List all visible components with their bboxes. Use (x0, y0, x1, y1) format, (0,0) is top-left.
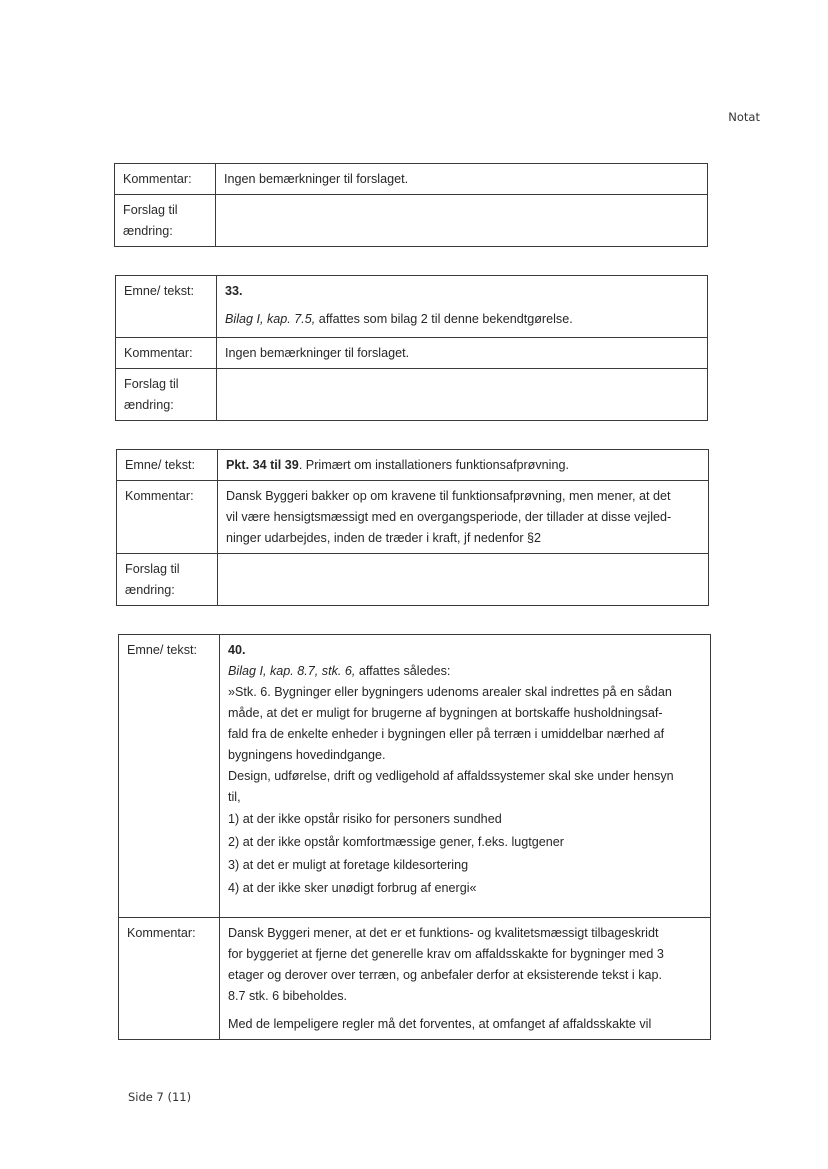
comment-line: etager og derover over terræn, og anbefaler derfor at eksisterende tekst i kap. (228, 968, 663, 982)
page-number: Side 7 (11) (128, 1090, 192, 1104)
comment-line: ninger udarbejdes, inden de træder i kraft, jf nedenfor §2 (226, 531, 542, 545)
topic-rest: . Primært om installationers funktionsafprøvning. (298, 458, 569, 472)
list-item: 4) at der ikke sker unødigt forbrug af energi« (228, 881, 477, 895)
comment-text: Ingen bemærkninger til forslaget. (217, 338, 708, 369)
topic-table-34-39 (116, 449, 709, 606)
comment-label: Kommentar: (117, 481, 218, 554)
proposal-row (116, 369, 708, 421)
proposal-label-line-2: ændring: (123, 224, 173, 238)
comment-label: Kommentar: (119, 918, 220, 1040)
proposal-text (216, 195, 708, 247)
comment-line: 8.7 stk. 6 bibeholdes. (228, 989, 348, 1003)
body-line: til, (228, 790, 241, 804)
comment-line: Dansk Byggeri bakker op om kravene til funktionsafprøvning, men mener, at det (226, 489, 671, 503)
proposal-label-line-2: ændring: (125, 583, 175, 597)
body-line: Design, udførelse, drift og vedligehold af affaldssystemer skal ske under hensyn (228, 769, 674, 783)
topic-rest: affattes således: (355, 664, 451, 678)
topic-row (119, 635, 711, 918)
proposal-label-line-2: ændring: (124, 398, 174, 412)
topic-reference: Bilag I, kap. 7.5, (225, 312, 316, 326)
topic-text (217, 276, 708, 338)
comment-text (218, 481, 709, 554)
proposal-label (115, 195, 216, 247)
comment-line: Dansk Byggeri mener, at det er et funktions- og kvalitetsmæssigt tilbageskridt (228, 926, 659, 940)
topic-text (220, 635, 711, 918)
topic-table-40 (118, 634, 711, 1040)
topic-number: 40. (228, 643, 246, 657)
topic-table-33 (115, 275, 708, 421)
comment-row (116, 338, 708, 369)
comment-row (119, 918, 711, 1040)
proposal-text (217, 369, 708, 421)
document-type-label: Notat (728, 110, 760, 124)
comment-row (115, 164, 708, 195)
comment-row (117, 481, 709, 554)
topic-text (218, 450, 709, 481)
topic-reference: Bilag I, kap. 8.7, stk. 6, (228, 664, 356, 678)
topic-row (117, 450, 709, 481)
comment-line: for byggeriet at fjerne det generelle krav om affaldsskakte for bygninger med 3 (228, 947, 664, 961)
comment-text: Ingen bemærkninger til forslaget. (216, 164, 708, 195)
topic-bold: Pkt. 34 til 39 (226, 458, 299, 472)
comment-line: vil være hensigtsmæssigt med en overgangsperiode, der tillader at disse vejled- (226, 510, 672, 524)
comment-label: Kommentar: (116, 338, 217, 369)
body-line: bygningens hovedindgange. (228, 748, 386, 762)
body-line: fald fra de enkelte enheder i bygningen eller på terræn i umiddelbar nærhed af (228, 727, 665, 741)
comment-table-1 (114, 163, 708, 247)
comment-text (220, 918, 711, 1040)
proposal-label-line-1: Forslag til (124, 377, 179, 391)
comment-label: Kommentar: (115, 164, 216, 195)
proposal-row (117, 554, 709, 606)
topic-label: Emne/ tekst: (116, 276, 217, 338)
comment-line: Med de lempeligere regler må det forventes, at omfanget af affaldsskakte vil (228, 1017, 652, 1031)
topic-rest: affattes som bilag 2 til denne bekendtgørelse. (315, 312, 573, 326)
topic-line (225, 309, 699, 330)
topic-number: 33. (225, 284, 243, 298)
proposal-label (117, 554, 218, 606)
topic-line (228, 661, 702, 682)
topic-label: Emne/ tekst: (117, 450, 218, 481)
body-line: måde, at det er muligt for brugerne af bygningen at bortskaffe husholdningsaf- (228, 706, 663, 720)
list-item: 2) at der ikke opstår komfortmæssige gener, f.eks. lugtgener (228, 835, 564, 849)
body-line: »Stk. 6. Bygninger eller bygningers udenoms arealer skal indrettes på en sådan (228, 685, 672, 699)
list-item: 3) at det er muligt at foretage kildesortering (228, 858, 469, 872)
topic-row (116, 276, 708, 338)
proposal-label-line-1: Forslag til (123, 203, 178, 217)
proposal-label (116, 369, 217, 421)
proposal-row (115, 195, 708, 247)
proposal-label-line-1: Forslag til (125, 562, 180, 576)
proposal-text (218, 554, 709, 606)
list-item: 1) at der ikke opstår risiko for personers sundhed (228, 812, 502, 826)
topic-label: Emne/ tekst: (119, 635, 220, 918)
